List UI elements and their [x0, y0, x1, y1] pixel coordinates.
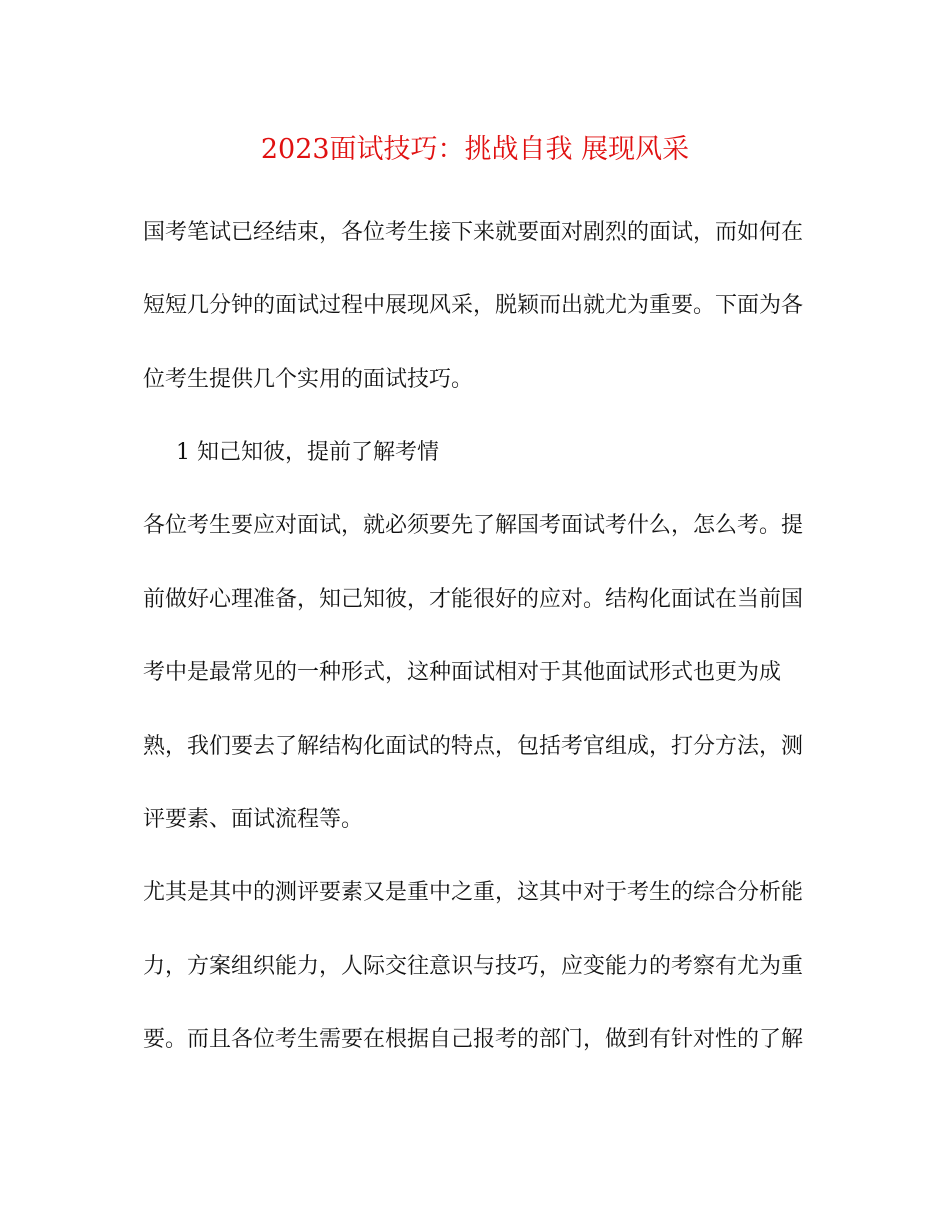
- paragraph-line: 国考笔试已经结束，各位考生接下来就要面对剧烈的面试，而如何在: [143, 220, 804, 245]
- document-title: 2023面试技巧：挑战自我 展现风采: [260, 134, 690, 165]
- paragraph-line: 位考生提供几个实用的面试技巧。: [143, 367, 474, 392]
- paragraph-line: 评要素、面试流程等。: [143, 807, 364, 832]
- paragraph-line: 前做好心理准备，知己知彼，才能很好的应对。结构化面试在当前国: [143, 587, 804, 612]
- paragraph-line: 熟，我们要去了解结构化面试的特点，包括考官组成，打分方法，测: [143, 734, 804, 759]
- paragraph-line: 短短几分钟的面试过程中展现风采，脱颖而出就尤为重要。下面为各: [143, 293, 804, 318]
- paragraph-line: 尤其是其中的测评要素又是重中之重，这其中对于考生的综合分析能: [143, 880, 804, 905]
- paragraph-line: 要。而且各位考生需要在根据自己报考的部门，做到有针对性的了解: [143, 1027, 804, 1052]
- section-heading: 1 知己知彼，提前了解考情: [176, 440, 439, 465]
- paragraph-line: 考中是最常见的一种形式，这种面试相对于其他面试形式也更为成: [143, 660, 782, 685]
- paragraph-line: 各位考生要应对面试，就必须要先了解国考面试考什么，怎么考。提: [143, 513, 804, 538]
- paragraph-line: 力，方案组织能力，人际交往意识与技巧，应变能力的考察有尤为重: [143, 954, 804, 979]
